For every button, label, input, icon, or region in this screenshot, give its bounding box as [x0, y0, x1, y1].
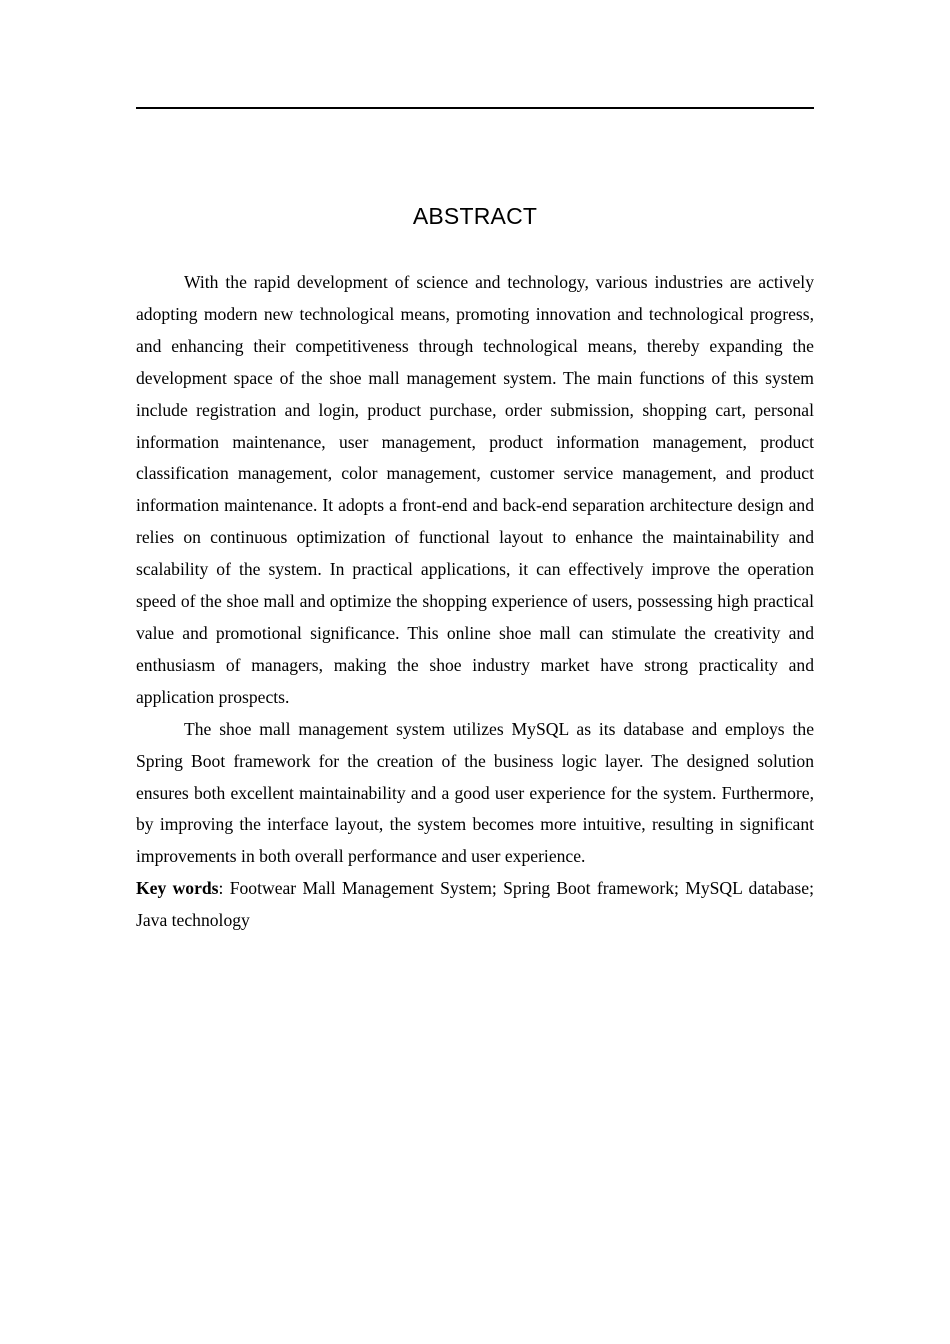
- abstract-paragraph-2: The shoe mall management system utilizes MySQL as its database and employs the Spring Boot framework for the creation of the business logic layer. The designed solution ensures both excellent maintainability and a good user experience for the system. Furthermore, by improving the interface layout, the system becomes more intuitive, resulting in significant improvements in both overall performance and user experience.: [136, 718, 814, 867]
- abstract-paragraph-1: With the rapid development of science and technology, various industries are actively adopting modern new technological means, promoting innovation and technological progress, and enhancing their competitiveness through technological means, thereby expanding the development space of the shoe mall management system. The main functions of this system include registration and login, product purchase, order submission, shopping cart, personal information maintenance, user management, product information management, product classification management, color management, customer service management, and product information maintenance. It adopts a front-end and back-end separation architecture design and relies on continuous optimization of functional layout to enhance the maintainability and scalability of the system. In practical applications, it can effectively improve the operation speed of the shoe mall and optimize the shopping experience of users, possessing high practical value and promotional significance. This online shoe mall can stimulate the creativity and enthusiasm of managers, making the shoe industry market have strong practicality and application prospects.: [136, 272, 814, 707]
- header-rule: [136, 107, 814, 109]
- keyword-item: Java technology: [136, 910, 250, 931]
- keywords-label: Key words: [136, 878, 219, 899]
- keyword-item: Footwear Mall Management System;: [229, 878, 504, 899]
- keywords-separator: :: [218, 878, 230, 899]
- keywords-line: [136, 873, 814, 937]
- abstract-title: ABSTRACT: [412, 203, 538, 229]
- keyword-item: Spring Boot framework;: [503, 878, 686, 899]
- keyword-item: MySQL database;: [685, 878, 814, 899]
- abstract-body: [136, 267, 814, 937]
